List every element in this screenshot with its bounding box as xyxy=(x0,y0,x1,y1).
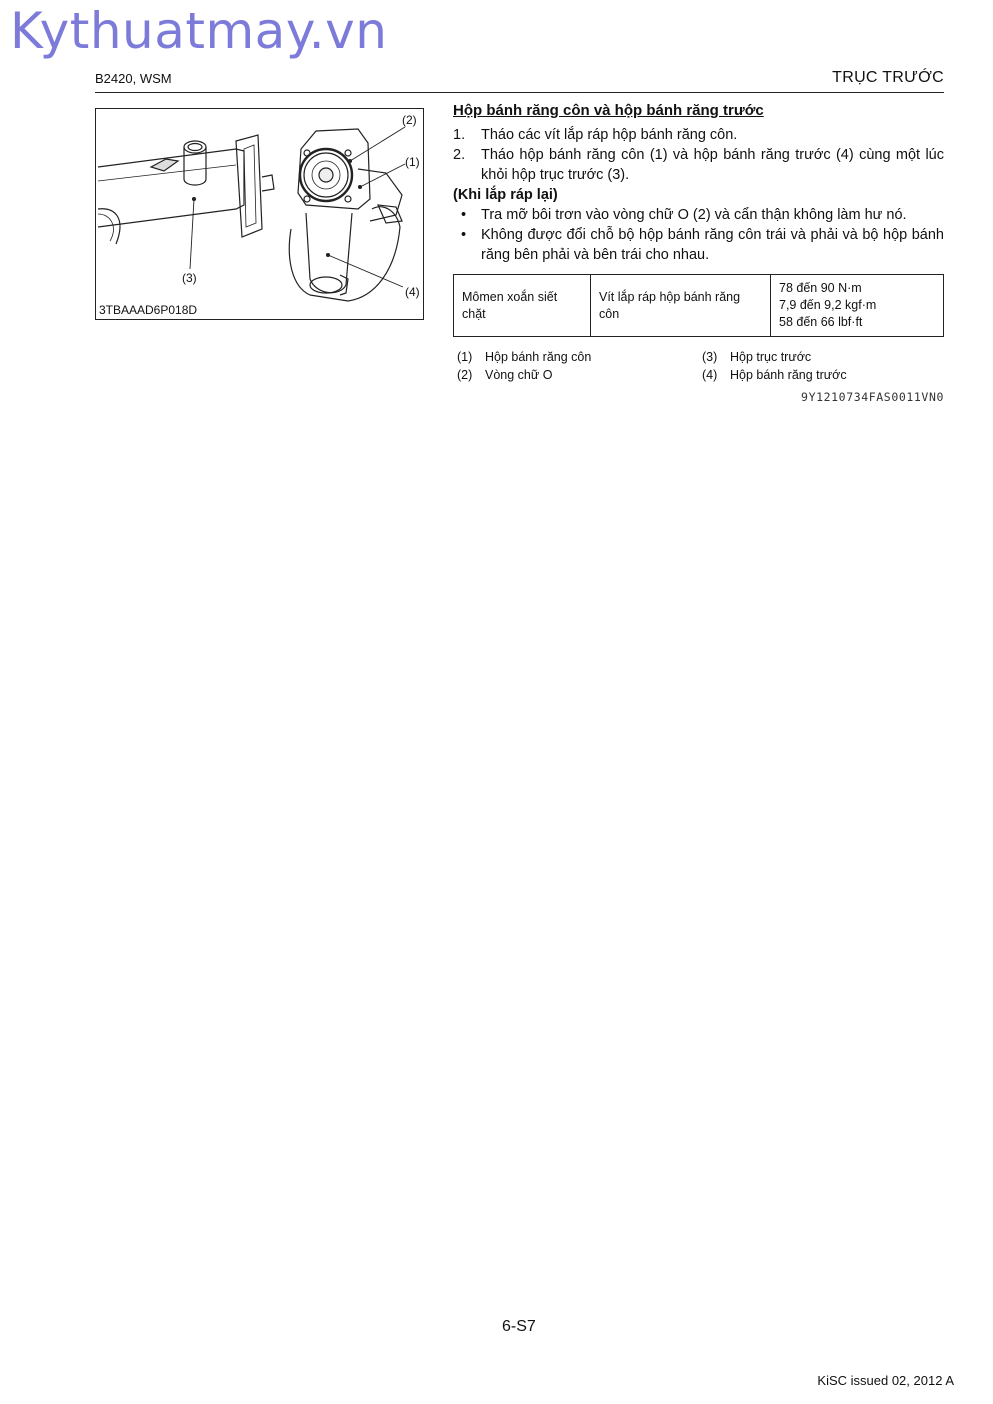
callout-2: (2) xyxy=(402,113,417,127)
torque-value-kgfm: 7,9 đến 9,2 kgf·m xyxy=(779,298,877,312)
step-item xyxy=(453,145,944,185)
procedure-content xyxy=(453,102,944,404)
callout-1: (1) xyxy=(405,155,420,169)
legend-item xyxy=(453,367,698,384)
reassembly-heading: (Khi lắp ráp lại) xyxy=(453,187,558,203)
step-text: Tháo các vít lắp ráp hộp bánh răng côn. xyxy=(481,127,738,143)
section-title: Hộp bánh răng côn và hộp bánh răng trước xyxy=(453,102,764,119)
table-row xyxy=(454,275,944,337)
legend-text: Hộp bánh răng trước xyxy=(730,368,847,382)
step-item xyxy=(453,125,944,145)
legend-text: Hộp trục trước xyxy=(730,350,812,364)
watermark-logo: Kythuatmay.vn xyxy=(10,2,388,60)
note-text: Tra mỡ bôi trơn vào vòng chữ O (2) và cẩn thận không làm hư nó. xyxy=(481,207,907,223)
legend-item xyxy=(698,367,944,384)
legend-text: Vòng chữ O xyxy=(485,368,553,382)
legend-number: (2) xyxy=(457,368,473,382)
legend-item xyxy=(453,349,698,366)
torque-value-nm: 78 đến 90 N·m xyxy=(779,281,862,295)
step-number: 2. xyxy=(453,147,466,163)
legend-number: (4) xyxy=(702,368,718,382)
step-text: Tháo hộp bánh răng côn (1) và hộp bánh răng trước (4) cùng một lúc khỏi hộp trục trước (3). xyxy=(481,147,944,183)
torque-label-cell: Mômen xoắn siết chặt xyxy=(454,275,591,337)
document-id: 9Y1210734FAS0011VN0 xyxy=(801,390,944,404)
torque-value-lbfft: 58 đến 66 lbf·ft xyxy=(779,315,863,329)
callout-3: (3) xyxy=(182,271,197,285)
bullet-icon: • xyxy=(461,207,467,223)
note-item xyxy=(453,225,944,265)
torque-item-cell: Vít lắp ráp hộp bánh răng côn xyxy=(591,275,771,337)
callout-4: (4) xyxy=(405,285,420,299)
legend-number: (1) xyxy=(457,350,473,364)
note-text: Không được đổi chỗ bộ hộp bánh răng côn trái và phải và bộ hộp bánh răng bên phải và bên trái cho nhau. xyxy=(481,227,944,263)
parts-legend xyxy=(453,349,944,384)
technical-illustration xyxy=(95,108,424,320)
step-number: 1. xyxy=(453,127,466,143)
note-item xyxy=(453,205,944,225)
legend-text: Hộp bánh răng côn xyxy=(485,350,592,364)
figure-code: 3TBAAAD6P018D xyxy=(99,303,198,317)
axle-housing-drawing xyxy=(96,109,423,319)
issue-footer: KiSC issued 02, 2012 A xyxy=(817,1373,954,1388)
bullet-icon: • xyxy=(461,227,467,243)
header-model: B2420, WSM xyxy=(95,71,172,86)
torque-value-cell xyxy=(771,275,944,337)
page-number: 6-S7 xyxy=(502,1318,536,1335)
reassembly-notes xyxy=(453,205,944,265)
legend-item xyxy=(698,349,944,366)
header-rule xyxy=(95,92,944,93)
legend-number: (3) xyxy=(702,350,718,364)
header-section-title: TRỤC TRƯỚC xyxy=(832,69,944,86)
step-list xyxy=(453,125,944,185)
torque-spec-table xyxy=(453,274,944,337)
